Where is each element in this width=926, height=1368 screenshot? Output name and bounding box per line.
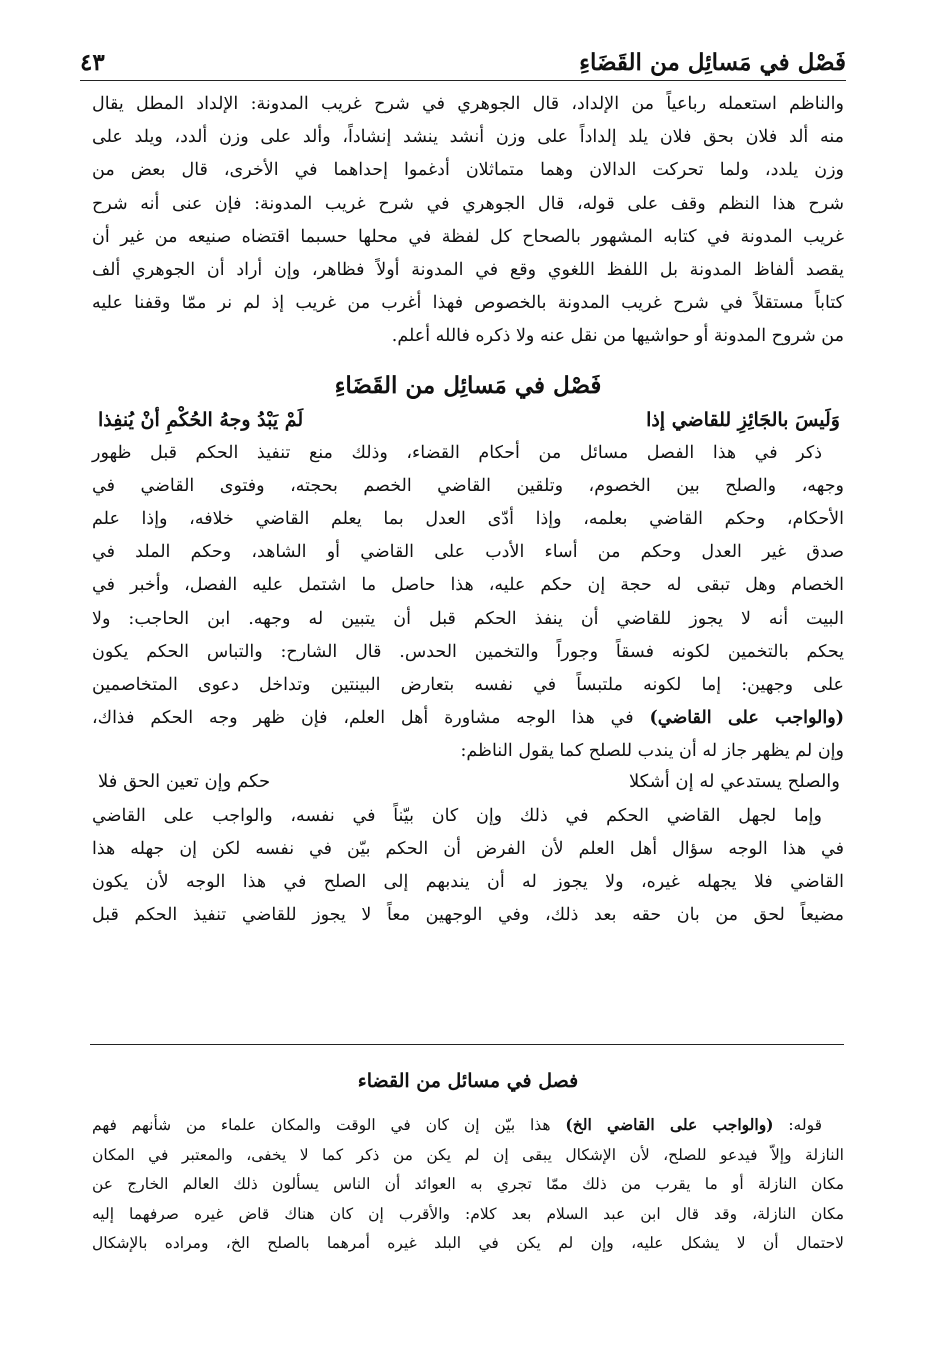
text-line: في هذا الوجه سؤال أهل العلم لأن الفرض أن الحكم بيّن في نفسه لكن إن جهله هذا — [92, 838, 844, 859]
text-line: ذكر في هذا الفصل مسائل من أحكام القضاء، وذلك منع تنفيذ الحكم قبل ظهور — [92, 442, 822, 463]
running-title: فَصْل في مَسائِل من القَضَاءِ — [579, 48, 846, 76]
text-line: وإما لجهل القاضي الحكم في ذلك وإن كان بيّناً في نفسه، والواجب على القاضي — [92, 805, 822, 826]
text-line: غريب المدونة في كتابه المشهور بالصحاح كل لفظة في محلها حسبما اقتضاه صنيعه من غير أن — [92, 226, 844, 247]
page-number: ٤٣ — [80, 48, 105, 76]
text-line: القاضي فلا يجهله غيره، ولا يجوز له أن يندبهم إلى الصلح في هذا الوجه لأن يكون — [92, 872, 844, 893]
text-line: الخصام وهل تبقى له حجة إن حكم عليه، هذا حاصل ما اشتمل عليه الفصل، وأخبر في — [92, 575, 844, 596]
intro-paragraph — [92, 88, 844, 354]
text-line: النازلة وإلاّ فيدعو للصلح، لأن الإشكال يبقى إن لم يكن من ذكر كما لا يخفى، والمعتبر في المكان — [92, 1145, 844, 1164]
text-line: يحكم بالتخمين لكونه فسقاً وجوراً والتخمين الحدس. قال الشارح: والتباس الحكم يكون — [92, 641, 844, 662]
main-text — [92, 88, 844, 932]
text-line: البيت أنه لا يجوز للقاضي أن ينفذ الحكم قبل أن يتبين له وجهه. ابن الحاجب: ولا — [92, 608, 844, 629]
text-line: منه ألد فلان بحق فلان يلد إلداداً على وزن أنشد ينشد إنشاداً، وألد على وزن ألدد، ويلد على — [92, 127, 844, 148]
explanation-paragraph-2 — [92, 800, 844, 933]
text-line: كتاباً مستقلاً في شرح غريب المدونة بالخصوص فهذا أغرب من غريب إذ لم نر ممّا وقفنا عليه — [92, 293, 844, 314]
text-line: وزن يلدد، ولما تحركت الدالان وهما متماثلان أدغموا إحداهما في الأخرى، قال بعض من — [92, 160, 844, 181]
verse-line-2 — [92, 771, 844, 792]
text-line: الأحكام، وحكم القاضي بعلمه، وإذا أدّى العدل بما يعلم القاضي خلافه، وإذا علم — [92, 509, 844, 530]
text-line: وجهه، والصلح بين الخصوم، وتلقين القاضي الخصم بحجته، وفتوى القاضي في — [92, 475, 844, 496]
text-line: يقصد ألفاظ المدونة بل اللفظ اللغوي وقع في المدونة أولاً فظاهر، وإن أراد أن الجوهري ألف — [92, 260, 844, 281]
verse-second-hemistich: لَمْ يَبْدُ وجهُ الحُكْمِ أنْ يُنفِذا — [98, 408, 304, 431]
commentary-heading: فصل في مسائل من القضاء — [357, 1070, 579, 1092]
text-fragment: قوله: — [788, 1116, 822, 1134]
text-line: مضيعاً لحق من بان حقه بعد ذلك، وفي الوجهين معاً لا يجوز للقاضي تنفيذ الحكم قبل — [92, 905, 844, 926]
commentary-section — [92, 1070, 844, 1259]
text-fragment: في هذا الوجه مشاورة أهل العلم، فإن ظهر وجه الحكم فذاك، — [92, 708, 634, 729]
text-line — [92, 702, 844, 735]
text-line: على وجهين: إما لكونه ملتبساً في نفسه بتعارض البينتين وتداخل دعوى المتخاصمين — [92, 675, 844, 696]
explanation-paragraph — [92, 437, 844, 769]
text-line: مكان النازلة، وقد قال ابن عبد السلام بعد كلام: والأقرب إن كان هناك قاض غيره صرفهما إليه — [92, 1204, 844, 1223]
text-line: والناظم استعمله رباعياً من الإلداد، قال الجوهري في شرح غريب المدونة: الإلداد المطل يقال — [92, 94, 844, 114]
verse-first-hemistich: والصلح يستدعي له إن أشكلا — [628, 770, 840, 792]
text-line — [92, 1110, 844, 1141]
text-line: من شروح المدونة أو حواشيها من نقل عنه ولا ذكره فالله أعلم. — [391, 326, 844, 347]
text-line: صدق غير العدل وحكم من أساء الأدب على القاضي أو الشاهد، وحكم الملد في — [92, 542, 844, 563]
text-line: لاحتمال أن لا يشكل عليه، وإن لم يكن في البلد غيره أمرهما بالصلح الخ، ومراده بالإشكال — [92, 1234, 844, 1252]
page-header — [80, 44, 846, 81]
footnote-divider — [90, 1044, 844, 1045]
text-line: وإن لم يظهر جاز له أن يندب للصلح كما يقول الناظم: — [460, 741, 844, 762]
text-line: مكان النازلة أو ما يقرب من ذلك ممّا تجري به العوائد أن الناس يسألون ذلك العالم الخارج عن — [92, 1175, 844, 1193]
verse-second-hemistich: حكم وإن تعين الحق فلا — [98, 770, 271, 792]
bold-phrase: (والواجب على القاضي الخ) — [565, 1115, 774, 1134]
text-fragment: هذا بيّن إن كان في الوقت والمكان علماء من شأنهم فهم — [92, 1116, 551, 1134]
verse-line-1 — [92, 409, 844, 431]
text-line: شرح هذا النظم وقف على قوله، قال الجوهري في شرح غريب المدونة: فإن عنى أنه شرح — [92, 193, 844, 214]
verse-first-hemistich: وَلَيسَ بالجَائِزِ للقاضي إذا — [646, 408, 840, 431]
commentary-paragraph — [92, 1110, 844, 1259]
bold-phrase: (والواجب على القاضي) — [649, 708, 844, 729]
section-heading: فَصْل في مَسائِل من القَضَاءِ — [334, 371, 602, 399]
